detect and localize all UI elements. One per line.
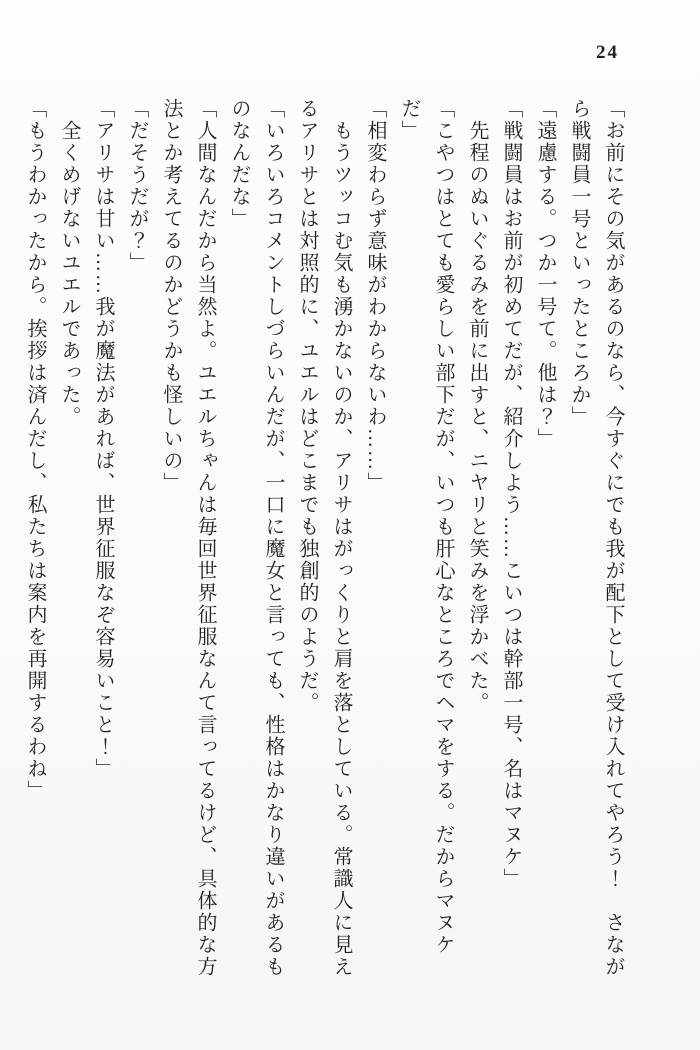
paragraph: 全くめげないユエルであった。 — [58, 120, 80, 428]
paragraph: 「遠慮する。つか一号て。他は？」 — [534, 98, 556, 450]
paragraph: 「もうわかったから。挨拶は済んだし、私たちは案内を再開するわね」 — [24, 98, 46, 802]
paragraph: 「だそうだが？」 — [126, 98, 148, 274]
text-block — [18, 98, 630, 988]
paragraph: 「アリサは甘い……我が魔法があれば、世界征服なぞ容易いこと！」 — [92, 98, 114, 780]
paragraph: 「お前にその気があるのなら、今すぐにでも我が配下として受け入れてやろう！ さながら戦闘員一号といったところか」 — [568, 98, 624, 978]
paragraph: 「いろいろコメントしづらいんだが、一口に魔女と言っても、性格はかなり違いがあるものなんだな」 — [228, 98, 284, 978]
paragraph: もうツッコむ気も湧かないのか、アリサはがっくりと肩を落としている。常識人に見えるアリサとは対照的に、ユエルはどこまでも独創的のようだ。 — [296, 98, 352, 978]
page-number: 24 — [596, 42, 619, 63]
paragraph: 先程のぬいぐるみを前に出すと、ニヤリと笑みを浮かべた。 — [466, 120, 488, 714]
paragraph: 「こやつはとても愛らしい部下だが、いつも肝心なところでヘマをする。だからマヌケだ」 — [398, 98, 454, 956]
paragraph: 「人間なんだから当然よ。ユエルちゃんは毎回世界征服なんて言ってるけど、具体的な方法とか考えてるのかどうかも怪しいの」 — [160, 98, 216, 978]
paragraph: 「戦闘員はお前が初めてだが、紹介しよう……こいつは幹部一号、名はマヌケ」 — [500, 98, 522, 890]
paragraph: 「相変わらず意味がわからないわ……」 — [364, 98, 386, 494]
